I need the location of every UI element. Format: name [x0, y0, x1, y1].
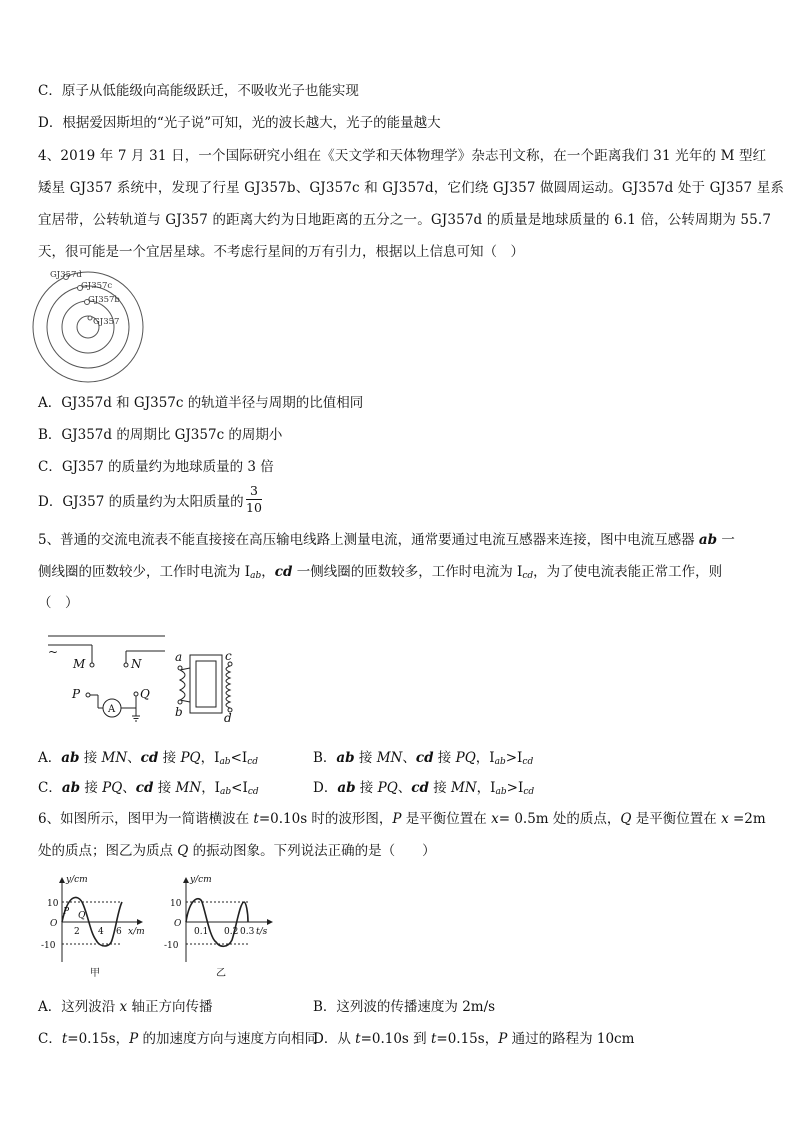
q6-option-b: B．这列波的传播速度为 2m/s	[313, 999, 496, 1015]
svg-text:0.3: 0.3	[240, 927, 255, 937]
q5-stem-line-1: 5、普通的交流电流表不能直接接在高压输电线路上测量电流，通常要通过电流互感器来连接，图中电流互感器 ab 一	[38, 532, 735, 548]
q4-option-a: A．GJ357d 和 GJ357c 的轨道半径与周期的比值相同	[38, 395, 364, 411]
q6-stem-line-1: 6、如图所示，图甲为一简谐横波在 t=0.10s 时的波形图，P 是平衡位置在 x= 0.5m 处的质点，Q 是平衡位置在 x =2m	[38, 811, 766, 827]
q4-option-d-fraction	[246, 484, 262, 515]
fraction-denominator: 10	[246, 500, 262, 515]
svg-text:P: P	[63, 907, 70, 917]
q4-stem-line-1: 4、2019 年 7 月 31 日，一个国际研究小组在《天文学和天体物理学》杂志刊文称，在一个距离我们 31 光年的 M 型红	[38, 148, 767, 164]
svg-text:4: 4	[98, 927, 104, 937]
svg-text:c: c	[225, 649, 232, 663]
vibration-curve	[186, 899, 248, 947]
terminal-m	[90, 663, 94, 667]
svg-text:乙: 乙	[216, 968, 226, 979]
svg-text:O: O	[174, 919, 182, 929]
q5-option-b: B．ab 接 MN、cd 接 PQ，$I_{ab}>I_{cd}$	[313, 750, 534, 767]
q4-stem-line-3: 宜居带，公转轨道与 GJ357 的距离大约为日地距离的五分之一。GJ357d 的质量是地球质量的 6.1 倍，公转周期为 55.7	[38, 212, 772, 228]
svg-text:y/cm: y/cm	[66, 875, 88, 885]
star-dot	[88, 316, 92, 320]
svg-text:O: O	[50, 919, 58, 929]
q6-option-d: D．从 t=0.10s 到 t=0.15s，P 通过的路程为 10cm	[313, 1031, 635, 1047]
q5-option-a: A．ab 接 MN、cd 接 PQ，$I_{ab}<I_{cd}$	[38, 750, 259, 767]
svg-text:d: d	[224, 711, 232, 725]
q4-option-d: D．GJ357 的质量约为太阳质量的	[38, 494, 244, 510]
q3-option-c: C．原子从低能级向高能级跃迁，不吸收光子也能实现	[38, 83, 359, 99]
terminal-a	[178, 666, 182, 670]
label-gj357: GJ357	[93, 317, 120, 327]
svg-text:10: 10	[170, 899, 182, 909]
q5-stem-line-2: 侧线圈的匝数较少，工作时电流为 $I_{ab}$，cd 一侧线圈的匝数较多，工作时电流为 $I_{cd}$，为了使电流表能正常工作，则	[38, 564, 723, 581]
terminal-q	[134, 692, 138, 696]
orbit-diagram	[30, 262, 160, 392]
q5-option-d: D．ab 接 PQ、cd 接 MN，$I_{ab}>I_{cd}$	[313, 780, 535, 797]
vibration-graph-yi	[160, 872, 280, 984]
q6-stem-line-2: 处的质点；图乙为质点 Q 的振动图象。下列说法正确的是（ ）	[38, 843, 436, 859]
svg-text:-10: -10	[164, 941, 179, 951]
terminal-b	[178, 700, 182, 704]
terminal-n	[124, 663, 128, 667]
svg-text:Q: Q	[140, 687, 150, 701]
q5-stem-line-3: （ ）	[38, 595, 79, 611]
q4-stem-line-2: 矮星 GJ357 系统中，发现了行星 GJ357b、GJ357c 和 GJ357d，它们绕 GJ357 做圆周运动。GJ357d 处于 GJ357 星系	[38, 180, 785, 196]
svg-text:~: ~	[48, 645, 59, 659]
svg-text:a: a	[175, 650, 183, 664]
q4-option-b: B．GJ357d 的周期比 GJ357c 的周期小	[38, 427, 283, 443]
orbit-b	[62, 301, 114, 353]
svg-text:N: N	[131, 657, 142, 671]
q6-option-c: C．t=0.15s，P 的加速度方向与速度方向相同	[38, 1031, 318, 1047]
svg-text:6: 6	[116, 927, 122, 937]
svg-text:y/cm: y/cm	[190, 875, 212, 885]
svg-text:0.2: 0.2	[224, 927, 239, 937]
svg-text:10: 10	[47, 899, 59, 909]
label-gj357c: GJ357c	[81, 281, 113, 291]
svg-text:0.1: 0.1	[194, 927, 209, 937]
svg-text:A: A	[108, 704, 116, 715]
svg-text:t/s: t/s	[256, 927, 268, 937]
fraction-numerator: 3	[250, 483, 258, 498]
q4-option-c: C．GJ357 的质量约为地球质量的 3 倍	[38, 459, 274, 475]
svg-text:M: M	[73, 657, 86, 671]
svg-text:P: P	[72, 687, 81, 701]
q6-option-a: A．这列波沿 x 轴正方向传播	[38, 999, 213, 1015]
label-gj357b: GJ357b	[88, 295, 120, 305]
transformer-circuit-diagram	[40, 628, 250, 728]
q4-stem-line-4: 天，很可能是一个宜居星球。不考虑行星间的万有引力，根据以上信息可知（ ）	[38, 244, 524, 260]
svg-text:b: b	[175, 705, 183, 719]
q3-option-d: D．根据爱因斯坦的“光子说”可知，光的波长越大，光子的能量越大	[38, 115, 441, 131]
svg-text:Q: Q	[78, 911, 86, 921]
wave-graph-jia	[38, 872, 148, 984]
svg-text:-10: -10	[41, 941, 56, 951]
label-gj357d: GJ357d	[50, 270, 82, 280]
svg-text:甲: 甲	[90, 968, 100, 979]
svg-text:2: 2	[74, 927, 80, 937]
terminal-p	[86, 693, 90, 697]
svg-text:x/m: x/m	[128, 927, 145, 937]
q5-option-c: C．ab 接 PQ、cd 接 MN，$I_{ab}<I_{cd}$	[38, 780, 259, 797]
